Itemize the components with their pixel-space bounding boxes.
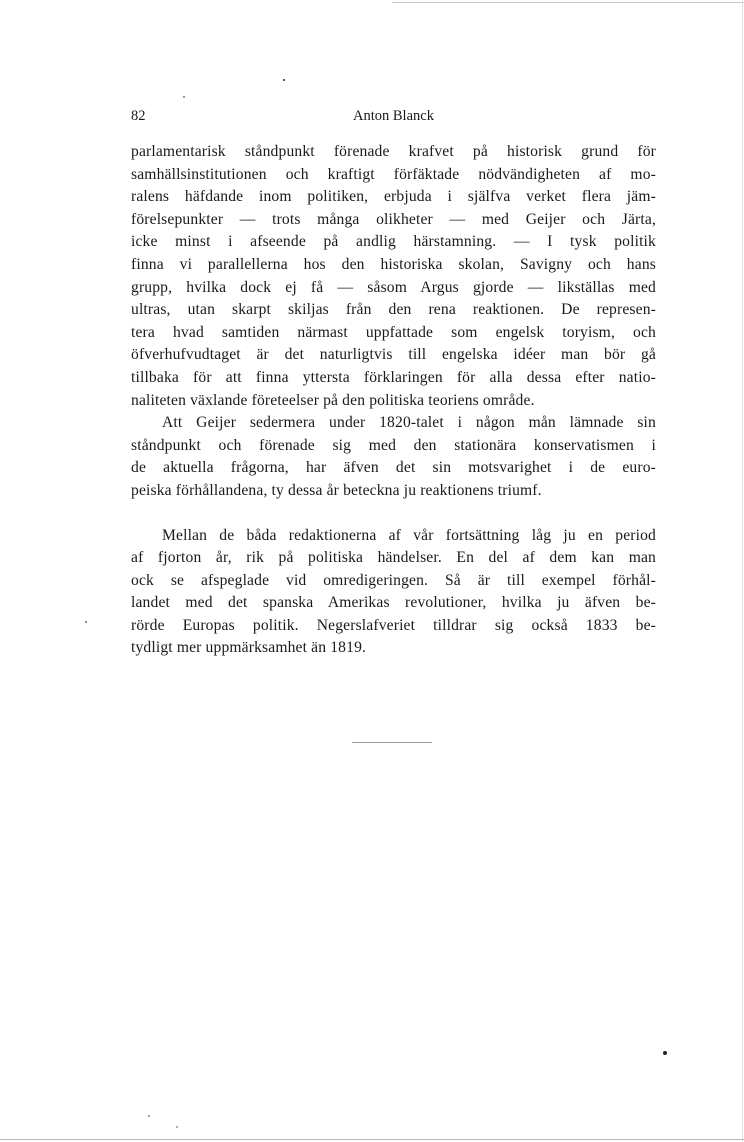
text-line: landet med det spanska Amerikas revolutioner, hvilka ju äfven be- (131, 594, 656, 612)
text-line: Mellan de båda redaktionerna af vår fortsättning låg ju en period (162, 526, 656, 544)
text-line: parlamentarisk ståndpunkt förenade krafvet på historisk grund för (131, 143, 656, 160)
paragraph-3 (131, 525, 656, 661)
page-number: 82 (131, 108, 146, 124)
text-line: tydligt mer uppmärksamhet än 1819. (131, 639, 367, 657)
scan-speck (283, 79, 285, 81)
text-line: ock se afspeglade vid omredigeringen. Så är till exempel förhål- (131, 571, 656, 589)
text-line: finna vi parallellerna hos den historiska skolan, Savigny och hans (131, 255, 656, 273)
text-line: tera hvad samtiden närmast uppfattade som engelsk toryism, och (131, 323, 656, 341)
scan-edge-bottom (0, 1139, 744, 1140)
text-line: Att Geijer sedermera under 1820-talet i någon mån lämnade sin (162, 414, 656, 432)
section-gap (131, 503, 656, 525)
text-line: tillbaka för att finna yttersta förklaringen för alla dessa efter natio- (131, 368, 656, 386)
paragraph-1 (131, 141, 656, 412)
text-line: ultras, utan skarpt skiljas från den rena reaktionen. De represen- (131, 301, 656, 319)
text-line: rörde Europas politik. Negerslafveriet tilldrar sig också 1833 be- (131, 616, 656, 634)
page-header (131, 108, 656, 130)
scan-speck (85, 621, 87, 623)
text-line: öfverhufvudtaget är det naturligtvis till engelska idéer man bör gå (131, 346, 656, 364)
scan-speck (148, 1115, 150, 1117)
text-line: af fjorton år, rik på politiska händelser. En del af dem kan man (131, 549, 656, 567)
text-line: de aktuella frågorna, har äfven det sin motsvarighet i de euro- (131, 459, 656, 477)
text-line: ståndpunkt och förenade sig med den stationära konservatismen i (131, 436, 656, 454)
scan-speck (183, 96, 185, 98)
paragraph-2 (131, 412, 656, 502)
text-line: naliteten växlande företeelser på den politiska teoriens område. (131, 391, 535, 409)
end-rule (352, 742, 432, 743)
running-head: Anton Blanck (353, 108, 434, 124)
text-line: icke minst i afseende på andlig härstamning. — I tysk politik (131, 233, 656, 251)
text-line: förelsepunkter — trots många olikheter — med Geijer och Järta, (131, 210, 656, 228)
text-line: grupp, hvilka dock ej få — såsom Argus gjorde — likställas med (131, 278, 656, 296)
scan-speck (663, 1051, 667, 1055)
text-line: samhällsinstitutionen och kraftigt förfäktade nödvändigheten af mo- (131, 165, 656, 183)
scan-edge-right (742, 0, 743, 1142)
scan-speck (176, 1126, 178, 1128)
text-line: peiska förhållandena, ty dessa år beteckna ju reaktionens triumf. (131, 481, 542, 499)
scan-edge-top (392, 2, 744, 3)
body-text (131, 141, 656, 660)
text-line: ralens häfdande inom politiken, erbjuda i själfva verket flera jäm- (131, 188, 656, 206)
